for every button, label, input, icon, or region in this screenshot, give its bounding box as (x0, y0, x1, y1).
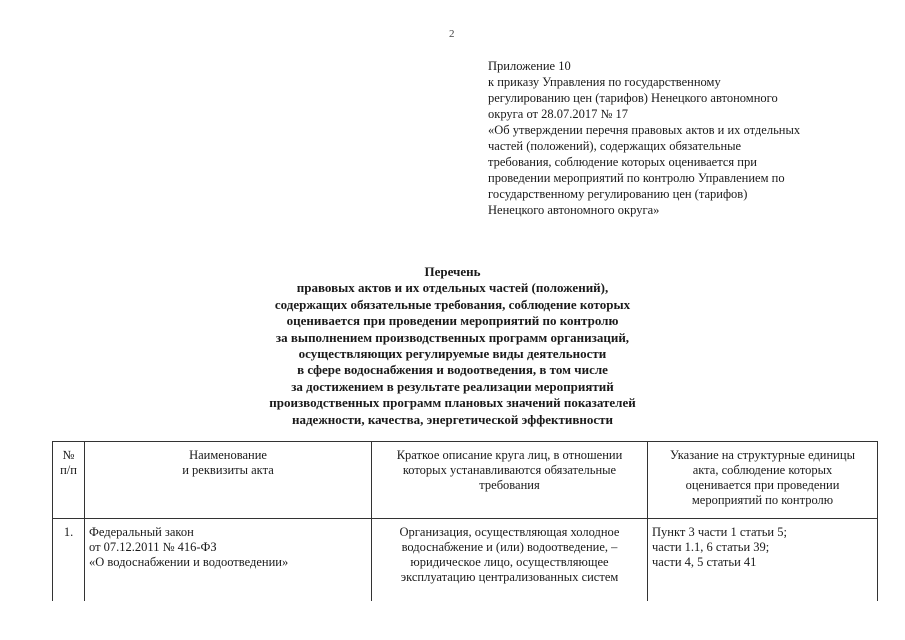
title-line: оценивается при проведении мероприятий по контролю (286, 313, 619, 329)
appendix-line: «Об утверждении перечня правовых актов и их отдельных (488, 123, 801, 137)
header-line: № (62, 448, 75, 462)
row-act-name (85, 519, 372, 602)
appendix-line: проведении мероприятий по контролю Управлением по (488, 171, 785, 185)
table-header-row (53, 442, 878, 519)
cell-line: эксплуатацию централизованных систем (400, 570, 619, 584)
title-line: в сфере водоснабжения и водоотведения, в том числе (297, 362, 608, 378)
cell-line: Федеральный закон (89, 525, 194, 539)
title-line: за выполнением производственных программ организаций, (275, 329, 630, 345)
header-line: которых устанавливаются обязательные (402, 463, 617, 477)
header-act-name (85, 442, 372, 519)
title-line: осуществляющих регулируемые виды деятельности (298, 346, 607, 362)
cell-line: Пункт 3 части 1 статьи 5; (652, 525, 787, 539)
appendix-line: государственному регулированию цен (тарифов) (488, 187, 748, 201)
cell-line: Организация, осуществляющая холодное (399, 525, 620, 539)
header-line: требования (479, 478, 540, 492)
document-title (180, 264, 725, 428)
row-description (372, 519, 648, 602)
header-line: акта, соблюдение которых (692, 463, 833, 477)
header-line: п/п (60, 463, 77, 477)
cell-line: юридическое лицо, осуществляющее (410, 555, 609, 569)
cell-line: от 07.12.2011 № 416-ФЗ (89, 540, 217, 554)
appendix-line: регулированию цен (тарифов) Ненецкого автономного (488, 91, 778, 105)
cell-line: части 4, 5 статьи 41 (652, 555, 757, 569)
table-row (53, 519, 878, 602)
header-number (53, 442, 85, 519)
appendix-line: Ненецкого автономного округа» (488, 203, 660, 217)
cell-line: водоснабжение и (или) водоотведение, – (401, 540, 618, 554)
title-line: надежности, качества, энергетической эффективности (291, 411, 613, 427)
title-line: производственных программ плановых значений показателей (269, 395, 636, 411)
title-line: Перечень (424, 264, 481, 279)
title-line: за достижением в результате реализации мероприятий (291, 378, 614, 394)
appendix-line: округа от 28.07.2017 № 17 (488, 107, 629, 121)
header-line: Краткое описание круга лиц, в отношении (396, 448, 623, 462)
header-line: Наименование (189, 448, 267, 462)
cell-line: части 1.1, 6 статьи 39; (652, 540, 770, 554)
header-line: и реквизиты акта (182, 463, 274, 477)
appendix-line: требования, соблюдение которых оценивается при (488, 155, 757, 169)
title-line: содержащих обязательные требования, соблюдение которых (274, 296, 631, 312)
header-line: Указание на структурные единицы (670, 448, 855, 462)
appendix-line: Приложение 10 (488, 59, 571, 73)
row-structural-units (648, 519, 878, 602)
header-structural-units (648, 442, 878, 519)
appendix-line: к приказу Управления по государственному (488, 75, 721, 89)
title-line: правовых актов и их отдельных частей (положений), (296, 280, 609, 296)
header-line: оценивается при проведении (685, 478, 840, 492)
acts-table (52, 441, 878, 601)
cell-line: «О водоснабжении и водоотведении» (89, 555, 289, 569)
appendix-header (488, 58, 888, 218)
header-description (372, 442, 648, 519)
appendix-line: частей (положений), содержащих обязательные (488, 139, 742, 153)
row-number: 1. (53, 519, 85, 602)
page-number: 2 (449, 28, 455, 40)
header-line: мероприятий по контролю (691, 493, 834, 507)
